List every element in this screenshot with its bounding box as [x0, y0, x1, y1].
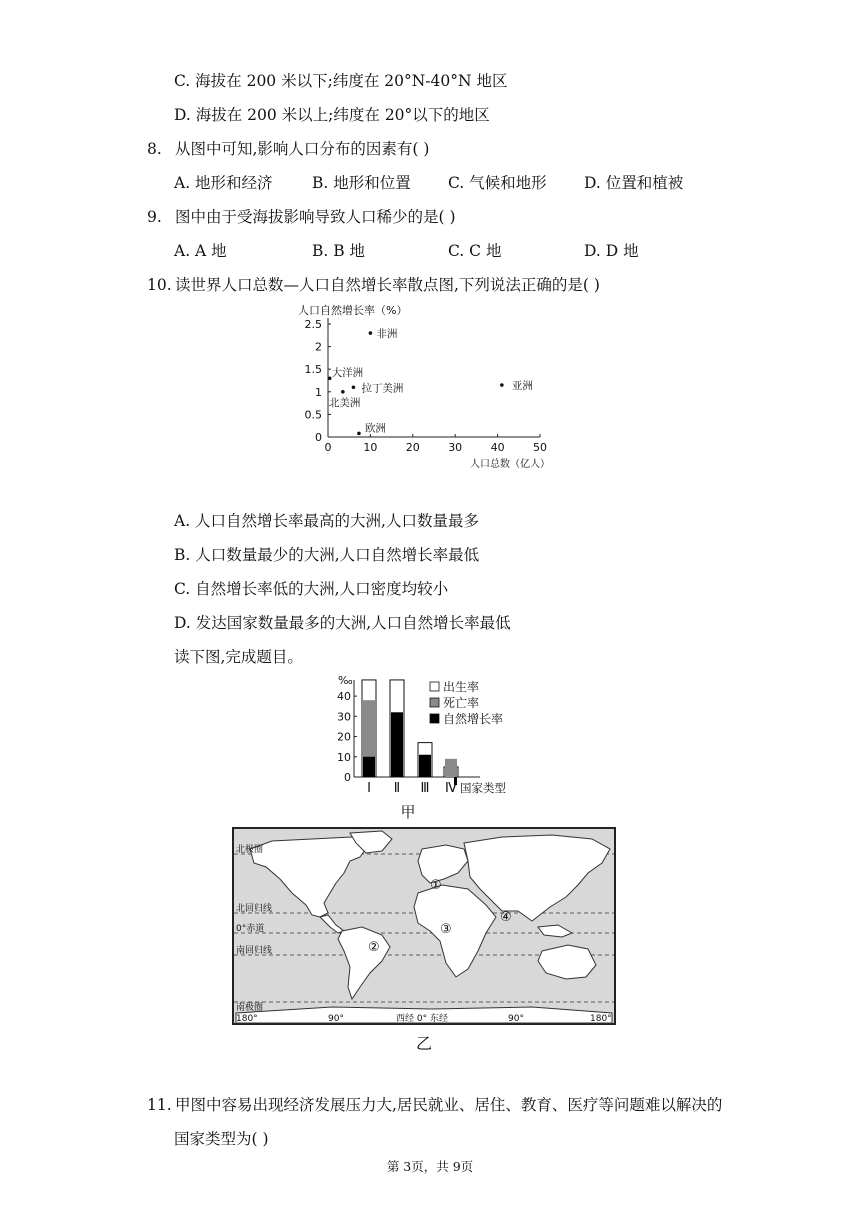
point-label: 非洲	[376, 328, 398, 341]
map-line-label: 北极圈	[236, 845, 264, 855]
chart-caption: 甲	[400, 803, 416, 821]
natural-growth-bar	[391, 712, 403, 777]
legend-swatch	[430, 682, 439, 691]
question-10	[147, 274, 600, 296]
natural-growth-bar	[363, 757, 375, 777]
map-line-label: 南极圈	[236, 1003, 264, 1013]
scatter-point	[369, 331, 373, 335]
x-tick-label: 0	[324, 441, 332, 454]
category-label: Ⅲ	[420, 781, 430, 796]
question-number: 10.	[147, 276, 172, 294]
legend-label: 死亡率	[443, 696, 480, 710]
question-text: 甲图中容易出现经济发展压力大,居民就业、居住、教育、医疗等问题难以解决的	[175, 1096, 723, 1114]
q8-option-a: A. 地形和经济	[174, 174, 273, 192]
q10-option-b: B. 人口数量最少的大洲,人口自然增长率最低	[174, 546, 480, 564]
question-text: 读世界人口总数—人口自然增长率散点图,下列说法正确的是( )	[175, 276, 600, 294]
category-label: Ⅳ	[445, 781, 457, 796]
q10-option-c: C. 自然增长率低的大洲,人口密度均较小	[174, 580, 449, 598]
q8-option-d: D. 位置和植被	[584, 174, 684, 192]
scatter-point	[341, 390, 345, 394]
y-tick-label: 0	[315, 431, 322, 444]
question-number: 11.	[147, 1096, 172, 1114]
x-tick-label: 30	[448, 441, 463, 454]
y-tick-label: 2	[315, 340, 322, 354]
q10-option-d: D. 发达国家数量最多的大洲,人口自然增长率最低	[174, 614, 511, 632]
longitude-label: 西经 0° 东经	[396, 1014, 448, 1024]
scatter-point	[352, 385, 356, 389]
q7-option-c: C. 海拔在 200 米以下;纬度在 20°N-40°N 地区	[174, 72, 508, 90]
x-axis-title: 国家类型	[460, 781, 506, 795]
y-axis-title: 人口自然增长率（%）	[298, 304, 408, 317]
q10-option-a: A. 人口自然增长率最高的大洲,人口数量最多	[174, 512, 479, 530]
question-9	[147, 206, 456, 228]
marker-1: ①	[430, 878, 442, 893]
q9-option-d: D. D 地	[584, 242, 639, 260]
x-tick-label: 20	[405, 441, 420, 454]
question-text: 图中由于受海拔影响导致人口稀少的是( )	[175, 208, 456, 226]
legend-swatch	[430, 714, 439, 723]
instruction-text: 读下图,完成题目。	[174, 648, 303, 666]
question-number: 9.	[147, 208, 162, 226]
category-label: Ⅱ	[393, 781, 401, 796]
question-number: 8.	[147, 140, 162, 158]
q8-option-c: C. 气候和地形	[448, 174, 547, 192]
longitude-label: 180°	[236, 1014, 258, 1024]
y-axis-unit: ‰	[338, 674, 353, 687]
y-tick-label: 30	[337, 710, 351, 724]
x-tick-label: 40	[490, 441, 505, 454]
y-tick-label: 10	[337, 750, 351, 764]
natural-growth-bar	[419, 755, 431, 777]
marker-3: ③	[440, 922, 452, 937]
q8-option-b: B. 地形和位置	[312, 174, 411, 192]
q7-option-d: D. 海拔在 200 米以上;纬度在 20°以下的地区	[174, 106, 490, 124]
y-tick-label: 1.5	[304, 363, 322, 377]
x-tick-label: 50	[533, 441, 547, 454]
longitude-label: 180°	[590, 1014, 612, 1024]
scatter-point	[357, 432, 361, 436]
question-11	[147, 1094, 722, 1116]
legend-label: 自然增长率	[443, 712, 504, 726]
point-label: 亚洲	[511, 380, 533, 393]
q9-option-c: C. C 地	[448, 242, 502, 260]
map-caption: 乙	[415, 1034, 433, 1053]
y-tick-label: 1	[315, 385, 322, 399]
y-tick-label: 0.5	[304, 408, 322, 422]
category-label: Ⅰ	[367, 781, 371, 796]
y-tick-label: 2.5	[304, 318, 322, 331]
question-8	[147, 138, 429, 160]
page-footer: 第 3页，共 9页	[386, 1159, 474, 1174]
x-axis-title: 人口总数（亿人）	[470, 459, 550, 470]
y-tick-label: 0	[344, 771, 351, 784]
death-rate-bar	[445, 759, 457, 777]
world-map	[232, 827, 617, 1057]
scatter-chart	[290, 300, 580, 475]
point-label: 拉丁美洲	[361, 382, 404, 395]
map-line-label: 0°赤道	[236, 924, 265, 934]
legend-swatch	[430, 698, 439, 707]
legend-label: 出生率	[443, 680, 480, 694]
map-line-label: 北回归线	[236, 904, 273, 914]
x-tick-label: 10	[363, 441, 378, 454]
longitude-label: 90°	[508, 1014, 524, 1024]
scatter-point	[500, 383, 504, 387]
q9-option-a: A. A 地	[174, 242, 227, 260]
y-tick-label: 20	[337, 730, 351, 744]
q9-option-b: B. B 地	[312, 242, 366, 260]
question-11-continued: 国家类型为( )	[174, 1130, 269, 1148]
point-label: 大洋洲	[331, 367, 364, 380]
map-line-label: 南回归线	[236, 946, 273, 956]
question-text: 从图中可知,影响人口分布的因素有( )	[175, 140, 430, 158]
longitude-label: 90°	[328, 1014, 344, 1024]
y-tick-label: 40	[337, 690, 351, 704]
marker-2: ②	[368, 940, 380, 955]
point-label: 欧洲	[364, 422, 386, 435]
point-label: 北美洲	[328, 396, 361, 409]
marker-4: ④	[500, 910, 512, 925]
bar-chart	[330, 672, 545, 822]
